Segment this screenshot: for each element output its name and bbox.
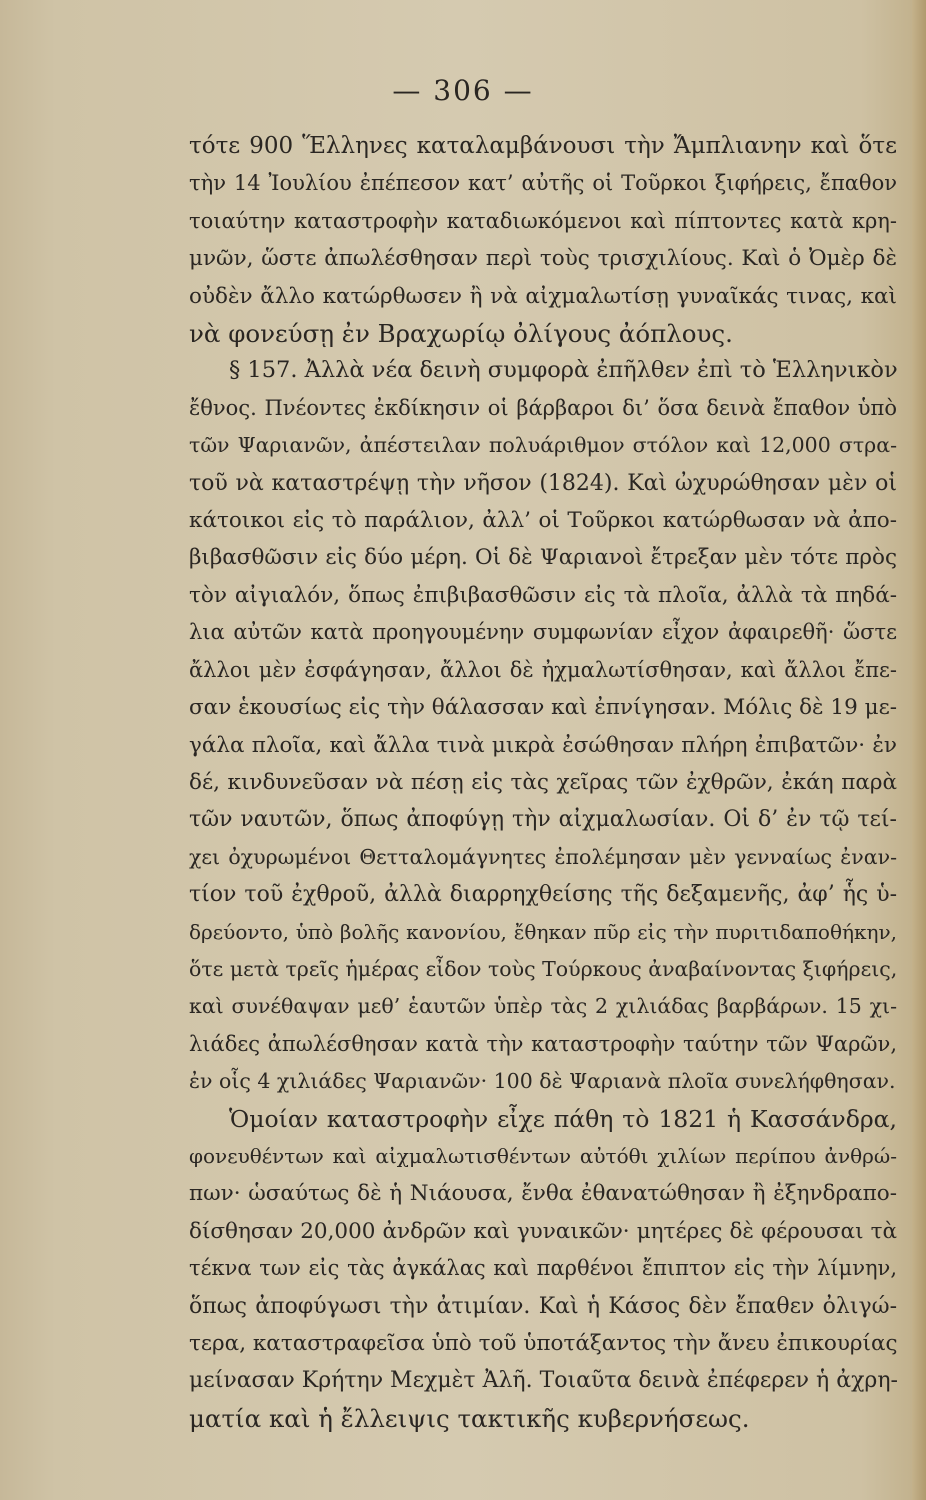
text-line: τοῦ νὰ καταστρέψῃ τὴν νῆσον (1824). Καὶ ὠχυρώθησαν μὲν οἱ xyxy=(189,470,897,496)
text-line: δίσθησαν 20,000 ἀνδρῶν καὶ γυναικῶν· μητέρες δὲ φέρουσαι τὰ xyxy=(189,1218,897,1244)
page-edge xyxy=(912,0,926,1500)
text-line: τῶν ναυτῶν, ὅπως ἀποφύγῃ τὴν αἰχμαλωσίαν. Οἱ δ’ ἐν τῷ τεί- xyxy=(189,807,897,833)
text-line: τῶν Ψαριανῶν, ἀπέστειλαν πολυάριθμον στόλον καὶ 12,000 στρα- xyxy=(189,433,897,458)
text-line: μνῶν, ὥστε ἀπωλέσθησαν περὶ τοὺς τρισχιλίους. Καὶ ὁ Ὀμὲρ δὲ xyxy=(189,246,897,272)
text-line: τοιαύτην καταστροφὴν καταδιωκόμενοι καὶ πίπτοντες κατὰ κρη- xyxy=(189,208,897,233)
text-line: βιβασθῶσιν εἰς δύο μέρη. Οἱ δὲ Ψαριανοὶ ἔτρεξαν μὲν τότε πρὸς xyxy=(189,545,897,571)
text-line: § 157. Ἀλλὰ νέα δεινὴ συμφορὰ ἐπῆλθεν ἐπὶ τὸ Ἑλληνικὸν xyxy=(229,357,898,384)
text-line: νὰ φονεύσῃ ἐν Βραχωρίῳ ὀλίγους ἀόπλους. xyxy=(189,319,733,349)
text-line: χει ὀχυρωμένοι Θετταλομάγνητες ἐπολέμησαν μὲν γενναίως ἐναν- xyxy=(189,844,897,869)
text-line: τὸν αἰγιαλόν, ὅπως ἐπιβιβασθῶσιν εἰς τὰ πλοῖα, ἀλλὰ τὰ πηδά- xyxy=(189,582,897,608)
body-text xyxy=(189,128,897,1437)
text-line: μείνασαν Κρήτην Μεχμὲτ Ἀλῆ. Τοιαῦτα δεινὰ ἐπέφερεν ἡ ἀχρη- xyxy=(189,1368,898,1394)
text-line: τότε 900 Ἕλληνες καταλαμβάνουσι τὴν Ἄμπλιανην καὶ ὅτε xyxy=(189,133,897,159)
text-line: τέκνα των εἰς τὰς ἀγκάλας καὶ παρθένοι ἔπιπτον εἰς τὴν λίμνην, xyxy=(189,1256,897,1281)
text-line: τὴν 14 Ἰουλίου ἐπέπεσον κατ’ αὐτῆς οἱ Τοῦρκοι ξιφήρεις, ἔπαθον xyxy=(189,171,897,196)
text-line: φονευθέντων καὶ αἰχμαλωτισθέντων αὐτόθι χιλίων περίπου ἀνθρώ- xyxy=(189,1143,897,1168)
page-number: — 306 — xyxy=(392,74,534,107)
text-line: ματία καὶ ἡ ἔλλειψις τακτικῆς κυβερνήσεως. xyxy=(189,1403,750,1433)
text-line: ἄλλοι μὲν ἐσφάγησαν, ἄλλοι δὲ ἠχμαλωτίσθησαν, καὶ ἄλλοι ἔπε- xyxy=(189,657,897,682)
text-line: τερα, καταστραφεῖσα ὑπὸ τοῦ ὑποτάξαντος τὴν ἄνευ ἐπικουρίας xyxy=(189,1331,898,1356)
text-line: ὅπως ἀποφύγωσι τὴν ἀτιμίαν. Καὶ ἡ Κάσος δὲν ἔπαθεν ὀλιγώ- xyxy=(189,1293,897,1319)
text-line: λια αὐτῶν κατὰ προηγουμένην συμφωνίαν εἶχον ἀφαιρεθῆ· ὥστε xyxy=(189,620,897,645)
text-line: σαν ἑκουσίως εἰς τὴν θάλασσαν καὶ ἐπνίγησαν. Μόλις δὲ 19 με- xyxy=(189,695,897,721)
text-line: γάλα πλοῖα, καὶ ἄλλα τινὰ μικρὰ ἐσώθησαν πλήρη ἐπιβατῶν· ἐν xyxy=(189,732,897,758)
text-line: οὐδὲν ἄλλο κατώρθωσεν ἢ νὰ αἰχμαλωτίσῃ γυναῖκάς τινας, καὶ xyxy=(189,283,897,309)
text-line: λιάδες ἀπωλέσθησαν κατὰ τὴν καταστροφὴν ταύτην τῶν Ψαρῶν, xyxy=(189,1031,897,1056)
text-line: καὶ συνέθαψαν μεθ’ ἑαυτῶν ὑπὲρ τὰς 2 χιλιάδας βαρβάρων. 15 χι- xyxy=(189,994,897,1019)
text-line: τίον τοῦ ἐχθροῦ, ἀλλὰ διαρρηχθείσης τῆς δεξαμενῆς, ἀφ’ ἧς ὑ- xyxy=(189,882,897,908)
text-line: ἐν οἷς 4 χιλιάδες Ψαριανῶν· 100 δὲ Ψαριανὰ πλοῖα συνελήφθησαν. xyxy=(189,1069,896,1094)
text-line: ἔθνος. Πνέοντες ἐκδίκησιν οἱ βάρβαροι δι’ ὅσα δεινὰ ἔπαθον ὑπὸ xyxy=(189,395,897,420)
text-line: πων· ὡσαύτως δὲ ἡ Νιάουσα, ἔνθα ἐθανατώθησαν ἢ ἐξηνδραπο- xyxy=(189,1181,897,1207)
text-line: ὅτε μετὰ τρεῖς ἡμέρας εἶδον τοὺς Τούρκους ἀναβαίνοντας ξιφήρεις, xyxy=(189,956,898,981)
text-line: Ὁμοίαν καταστροφὴν εἶχε πάθη τὸ 1821 ἡ Κασσάνδρα, xyxy=(229,1104,897,1133)
text-line: δρεύοντο, ὑπὸ βολῆς κανονίου, ἔθηκαν πῦρ εἰς τὴν πυριτιδαποθήκην, xyxy=(189,919,897,944)
text-line: δέ, κινδυνεῦσαν νὰ πέσῃ εἰς τὰς χεῖρας τῶν ἐχθρῶν, ἐκάη παρὰ xyxy=(189,769,897,795)
text-line: κάτοικοι εἰς τὸ παράλιον, ἀλλ’ οἱ Τοῦρκοι κατώρθωσαν νὰ ἀπο- xyxy=(189,508,897,534)
